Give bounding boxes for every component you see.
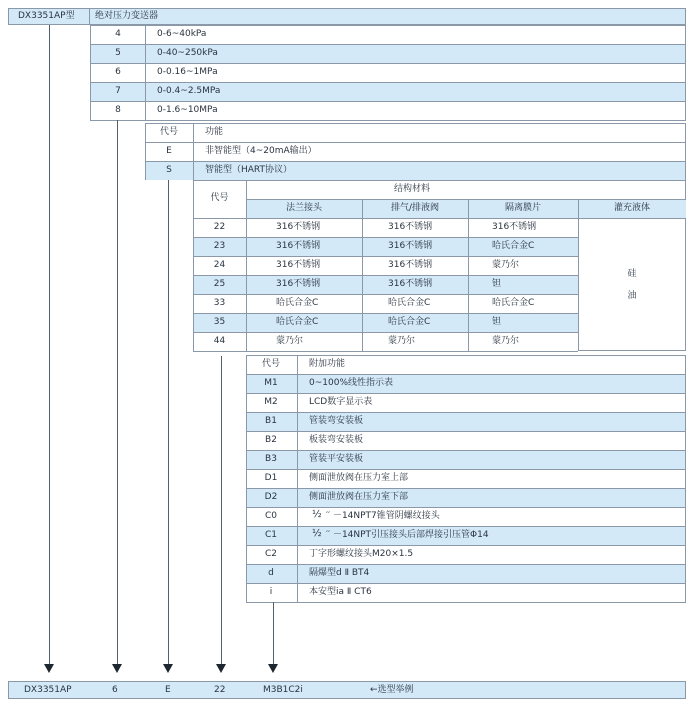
header-model: DX3351AP型 [18,11,75,21]
range-desc: 0-6~40kPa [157,29,207,39]
material-bottom-line [193,351,578,352]
material-code: 22 [213,222,226,232]
example-note: ←选型举例 [370,685,414,695]
option-desc: 本安型ia Ⅱ CT6 [309,587,372,597]
arrow-shaft [168,180,169,664]
material-flange: 316不锈钢 [276,279,321,289]
material-flange: 哈氏合金C [276,317,319,327]
material-group-title: 结构材料 [393,184,430,194]
function-code: S [166,165,172,175]
material-flange: 316不锈钢 [276,241,321,251]
option-code: C2 [264,549,277,559]
function-col-divider [193,161,194,180]
material-row [193,275,578,294]
material-code: 33 [213,298,226,308]
material-valve: 316不锈钢 [388,279,433,289]
arrow-shaft [221,356,222,664]
material-diaphragm: 钽 [492,317,502,327]
material-diaphragm: 哈氏合金C [492,298,535,308]
material-row [193,313,578,332]
material-col-divider [468,313,469,332]
material-col-divider [468,256,469,275]
material-col-divider [246,332,247,351]
material-col-divider [468,294,469,313]
range-col-divider [145,101,146,120]
material-head-code: 代号 [210,193,229,203]
material-diaphragm: 316不锈钢 [492,222,537,232]
function-desc: 智能型（HART协议） [205,165,293,175]
example-function: E [165,685,171,695]
material-col-divider [468,332,469,351]
option-desc: 管装弯安装板 [309,416,364,426]
option-desc: 侧面泄放阀在压力室上部 [309,473,409,483]
option-desc: 0~100%线性指示表 [309,378,393,388]
material-col-valve: 排气/排液阀 [390,203,440,213]
example-range: 6 [112,685,118,695]
material-code: 44 [213,336,226,346]
function-desc: 非智能型（4~20mA输出） [205,146,317,156]
function-row [145,123,686,142]
material-col-divider [362,256,363,275]
range-code: 7 [115,86,121,96]
range-desc: 0-0.16~1MPa [157,67,218,77]
arrow-shaft [117,120,118,664]
option-desc: 管装平安装板 [309,454,364,464]
option-desc: 丁字形螺纹接头M20×1.5 [309,549,414,559]
material-fill-cell [578,218,686,351]
range-desc: 0-40~250kPa [157,48,218,58]
material-col-divider [246,294,247,313]
range-code: 4 [115,29,121,39]
material-valve: 蒙乃尔 [388,336,416,346]
options-bottom-line [246,602,686,603]
arrowhead-icon [268,664,278,673]
material-col-flange: 法兰接头 [285,203,322,213]
example-model: DX3351AP [24,685,72,695]
range-col-divider [145,82,146,101]
option-code: M1 [264,378,278,388]
material-col-divider [362,332,363,351]
option-code: C0 [264,511,277,521]
range-code: 8 [115,105,121,115]
example-row [8,681,686,699]
material-col-diaphragm: 隔离膜片 [504,203,541,213]
function-col-divider [193,123,194,142]
option-col-divider [297,526,298,545]
option-desc: 板装弯安装板 [309,435,364,445]
material-col-divider [362,313,363,332]
option-col-divider [297,545,298,564]
option-col-divider [297,355,298,374]
range-col-divider [145,63,146,82]
material-code: 35 [213,317,226,327]
function-code: E [166,146,172,156]
option-col-divider [297,564,298,583]
option-col-divider [297,583,298,602]
material-col-divider [468,237,469,256]
material-col-divider [468,275,469,294]
arrow-shaft [273,602,274,664]
range-code: 6 [115,67,121,77]
option-col-divider [297,507,298,526]
arrowhead-icon [44,664,54,673]
option-col-divider [297,450,298,469]
material-col-divider [246,218,247,237]
material-flange: 哈氏合金C [276,298,319,308]
function-code: 代号 [159,127,178,137]
option-code: B2 [265,435,277,445]
material-code: 23 [213,241,226,251]
option-col-divider [297,488,298,507]
option-col-divider [297,393,298,412]
option-fraction: ½ [312,509,322,520]
material-code: 25 [213,279,226,289]
material-col-divider [246,313,247,332]
material-col-divider [246,237,247,256]
material-valve: 316不锈钢 [388,241,433,251]
range-col-divider [145,25,146,44]
option-code: i [269,587,273,597]
material-fill-char: 硅 [627,269,637,279]
material-flange: 316不锈钢 [276,260,321,270]
material-flange: 316不锈钢 [276,222,321,232]
option-code: C1 [264,530,277,540]
option-desc: ′′ －14NPT引压接头后部焊接引压管Φ14 [326,530,489,540]
material-col-divider [362,275,363,294]
material-col-divider [468,218,469,237]
option-desc: 隔爆型d Ⅱ BT4 [309,568,370,578]
material-code: 24 [213,260,226,270]
arrowhead-icon [112,664,122,673]
option-code: M2 [264,397,278,407]
option-code: 代号 [261,359,280,369]
material-diaphragm: 蒙乃尔 [492,260,520,270]
option-col-divider [297,412,298,431]
option-fraction: ½ [312,528,322,539]
option-desc: ′′ －14NPT7锥管阴螺纹接头 [326,511,440,521]
function-col-divider [193,142,194,161]
option-code: D2 [264,492,278,502]
material-flange: 蒙乃尔 [276,336,304,346]
option-code: d [268,568,274,578]
option-desc: 侧面泄放阀在压力室下部 [309,492,409,502]
material-row [193,332,578,351]
material-row [193,256,578,275]
option-desc: LCD数字显示表 [309,397,373,407]
range-col-divider [145,44,146,63]
material-col-divider [362,218,363,237]
range-code: 5 [115,48,121,58]
example-options: M3B1C2i [263,685,303,695]
option-col-divider [297,374,298,393]
material-diaphragm: 哈氏合金C [492,241,535,251]
option-code: D1 [264,473,278,483]
arrowhead-icon [216,664,226,673]
material-col-fill: 灌充液体 [613,203,650,213]
material-col-divider [362,294,363,313]
range-desc: 0-1.6~10MPa [157,105,218,115]
material-diaphragm: 钽 [492,279,502,289]
option-col-divider [297,469,298,488]
option-code: B3 [265,454,277,464]
option-code: B1 [265,416,277,426]
arrow-shaft [49,25,50,664]
function-desc: 功能 [205,127,224,137]
material-valve: 316不锈钢 [388,260,433,270]
option-desc: 附加功能 [309,359,346,369]
example-material: 22 [214,685,226,695]
option-col-divider [297,431,298,450]
material-col-divider [362,237,363,256]
material-diaphragm: 蒙乃尔 [492,336,520,346]
material-col-divider [246,256,247,275]
material-valve: 哈氏合金C [388,317,431,327]
material-valve: 316不锈钢 [388,222,433,232]
range-desc: 0-0.4~2.5MPa [157,86,221,96]
arrowhead-icon [163,664,173,673]
material-fill-char: 油 [627,291,637,301]
material-valve: 哈氏合金C [388,298,431,308]
range-bottom-line [90,120,686,121]
header-title: 绝对压力变送器 [95,11,159,21]
material-col-divider [246,275,247,294]
